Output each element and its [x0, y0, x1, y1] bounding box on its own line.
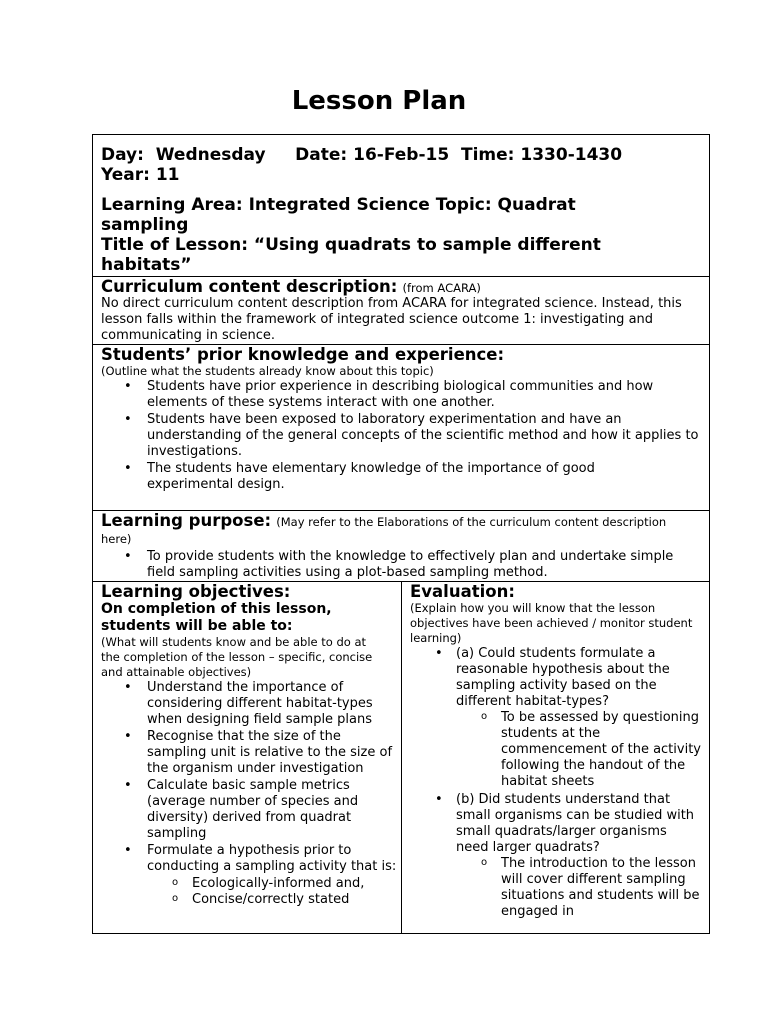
list-item: [410, 792, 703, 920]
prior-knowledge-note: (Outline what the students already know about this topic): [101, 364, 434, 378]
curriculum-note: (from ACARA): [402, 281, 481, 295]
list-item: • Formulate a hypothesis prior to conducting a sampling activity that is:: [101, 843, 397, 875]
list-item: • Understand the importance of considering different habitat-types when designing field sample plans: [101, 680, 397, 728]
page-title: Lesson Plan: [291, 86, 467, 116]
list-item: • To provide students with the knowledge to effectively plan and undertake simple field sampling activities using a plot-based sampling method.: [101, 549, 679, 581]
sub-list-item: o Concise/correctly stated: [147, 892, 401, 908]
learning-purpose-cell: [92, 510, 710, 582]
list-item: • Recognise that the size of the sampling unit is relative to the size of the organism under investigation: [101, 729, 397, 777]
lesson-title: Title of Lesson: “Using quadrats to sample different habitats”: [101, 235, 601, 275]
curriculum-cell: [92, 276, 710, 345]
evaluation-heading: Evaluation:: [410, 582, 515, 601]
list-item: • Students have prior experience in describing biological communities and how elements of these systems interact with one another.: [101, 379, 703, 411]
sub-list-item: o Ecologically-informed and,: [147, 876, 401, 892]
sub-list-item: o To be assessed by questioning students at the commencement of the activity following the handout of the habitat sheets: [456, 710, 703, 790]
lesson-details-cell: [92, 134, 710, 277]
evaluation-note: (Explain how you will know that the lesson objectives have been achieved / monitor student learning): [410, 601, 693, 645]
learning-purpose-heading: Learning purpose:: [101, 511, 272, 530]
curriculum-text: No direct curriculum content description from ACARA for integrated science. Instead, this lesson falls within the framework of integrated science outcome 1: investigating and communicating in science.: [101, 296, 682, 343]
evaluation-item-b: • (b) Did students understand that small organisms can be studied with small quadrats/larger organisms need larger quadrats?: [456, 792, 695, 855]
list-item: • Students have been exposed to laboratory experimentation and have an understanding of the general concepts of the scientific method and how it applies to investigations.: [101, 412, 703, 460]
prior-knowledge-heading: Students’ prior knowledge and experience:: [101, 345, 505, 364]
curriculum-heading: Curriculum content description:: [101, 277, 398, 296]
list-item: • The students have elementary knowledge of the importance of good experimental design.: [101, 461, 703, 493]
prior-knowledge-cell: [92, 344, 710, 511]
list-item: [410, 646, 703, 790]
learning-objectives-heading: Learning objectives:: [101, 582, 291, 601]
evaluation-item-a: • (a) Could students formulate a reasonable hypothesis about the sampling activity based on the different habitat-types?: [456, 646, 670, 709]
year-level: Year: 11: [101, 165, 180, 185]
learning-objectives-note: (What will students know and be able to do at the completion of the lesson – specific, concise and attainable objectives): [101, 635, 373, 679]
list-item: • Calculate basic sample metrics (average number of species and diversity) derived from quadrat sampling: [101, 778, 397, 842]
learning-objectives-cell: [92, 581, 402, 934]
learning-objectives-subheading: On completion of this lesson, students will be able to:: [101, 601, 332, 634]
learning-area-topic: Learning Area: Integrated Science Topic: Quadrat sampling: [101, 195, 576, 235]
sub-list-item: o The introduction to the lesson will cover different sampling situations and students will be engaged in: [456, 856, 703, 920]
evaluation-cell: [401, 581, 710, 934]
learning-purpose-note: (May refer to the Elaborations of the curriculum content description here): [101, 515, 667, 546]
day-date-time: Day: Wednesday Date: 16-Feb-15 Time: 1330-1430: [101, 145, 623, 165]
